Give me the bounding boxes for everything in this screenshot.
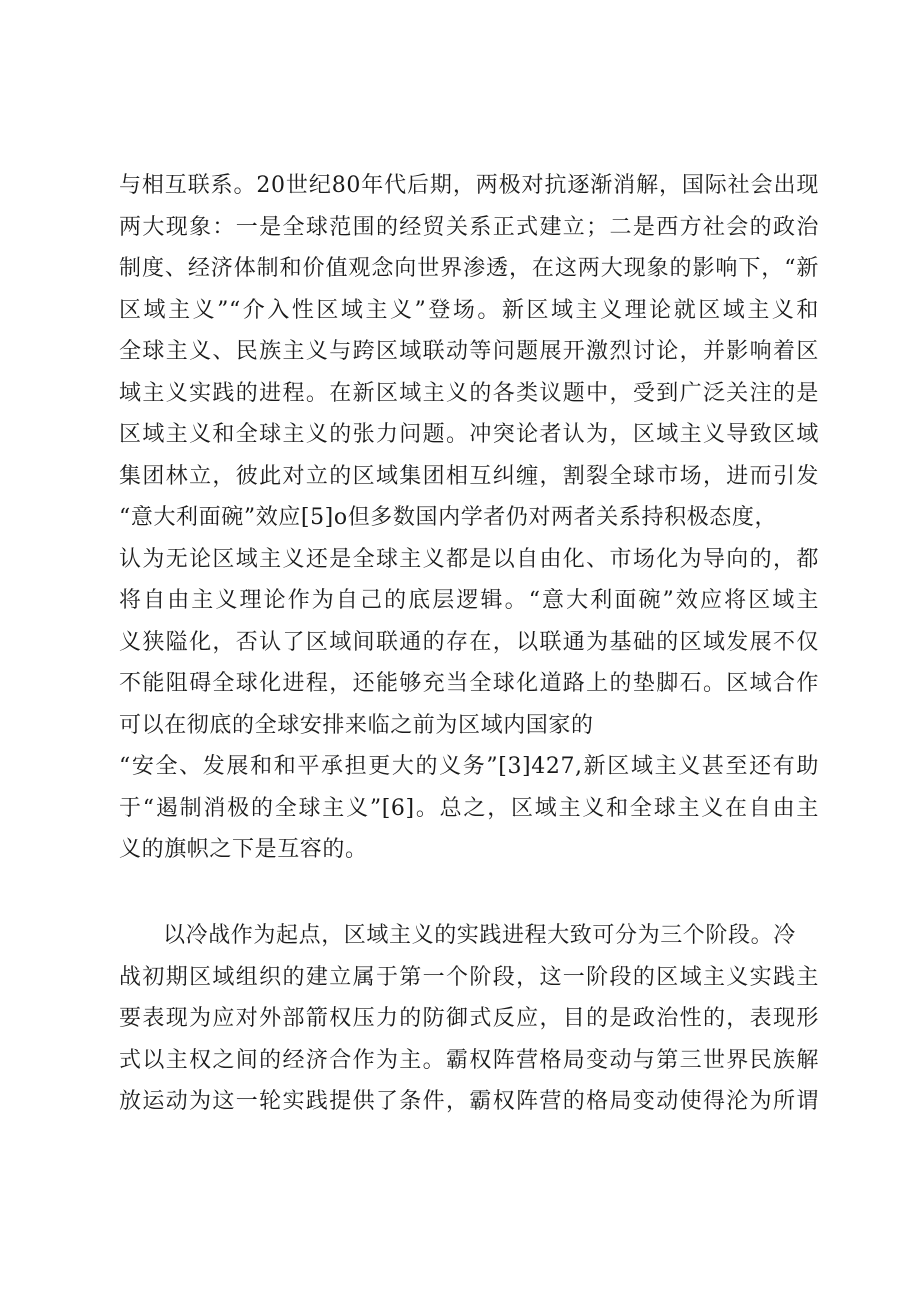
paragraph-line: “意大利面碗”效应[5]o但多数国内学者仍对两者关系持积极态度， — [119, 505, 778, 530]
paragraph-line: 放运动为这一轮实践提供了条件，霸权阵营的格局变动使得沦为所谓 — [119, 1089, 819, 1114]
paragraph-line: 全球主义、民族主义与跨区域联动等问题展开激烈讨论，并影响着区 — [119, 339, 819, 364]
paragraph-line: “安全、发展和和平承担更大的义务”[3]427,新区域主义甚至还有助 — [119, 754, 819, 779]
paragraph-line: 义的旗帜之下是互容的。 — [119, 837, 368, 862]
paragraph-line: 不能阻碍全球化进程，还能够充当全球化道路上的垫脚石。区域合作 — [119, 671, 819, 696]
paragraph-line: 战初期区域组织的建立属于第一个阶段，这一阶段的区域主义实践主 — [119, 964, 819, 990]
paragraph-line: 于“遏制消极的全球主义”[6]。总之，区域主义和全球主义在自由主 — [119, 795, 819, 821]
paragraph-line: 区域主义”“介入性区域主义”登场。新区域主义理论就区域主义和 — [119, 297, 819, 323]
paragraph-line: 将自由主义理论作为自己的底层逻辑。“意大利面碗”效应将区域主 — [119, 588, 819, 613]
paragraph-line: 要表现为应对外部箭权压力的防御式反应，目的是政治性的，表现形 — [119, 1006, 819, 1031]
paragraph-line: 认为无论区域主义还是全球主义都是以自由化、市场化为导向的，都 — [119, 546, 819, 572]
paragraph-line: 义狭隘化，否认了区域间联通的存在，以联通为基础的区域发展不仅 — [119, 629, 819, 655]
paragraph-line: 与相互联系。20世纪80年代后期，两极对抗逐渐消解，国际社会出现 — [119, 173, 819, 198]
paragraph-1 — [119, 165, 819, 871]
paragraph-2 — [119, 915, 819, 1123]
paragraph-line: 域主义实践的进程。在新区域主义的各类议题中，受到广泛关注的是 — [119, 380, 819, 406]
paragraph-line: 式以主权之间的经济合作为主。霸权阵营格局变动与第三世界民族解 — [119, 1047, 819, 1073]
paragraph-line: 可以在彻底的全球安排来临之前为区域内国家的 — [119, 712, 594, 738]
paragraph-line: 区域主义和全球主义的张力问题。冲突论者认为，区域主义导致区域 — [119, 422, 819, 447]
paragraph-line: 两大现象：一是全球范围的经贸关系正式建立；二是西方社会的政治 — [119, 214, 819, 240]
paragraph-line: 制度、经济体制和价值观念向世界渗透，在这两大现象的影响下，“新 — [119, 256, 819, 281]
paragraph-line: 集团林立，彼此对立的区域集团相互纠缠，割裂全球市场，进而引发 — [119, 463, 819, 489]
paragraph-line: 以冷战作为起点，区域主义的实践进程大致可分为三个阶段。冷 — [163, 923, 796, 948]
